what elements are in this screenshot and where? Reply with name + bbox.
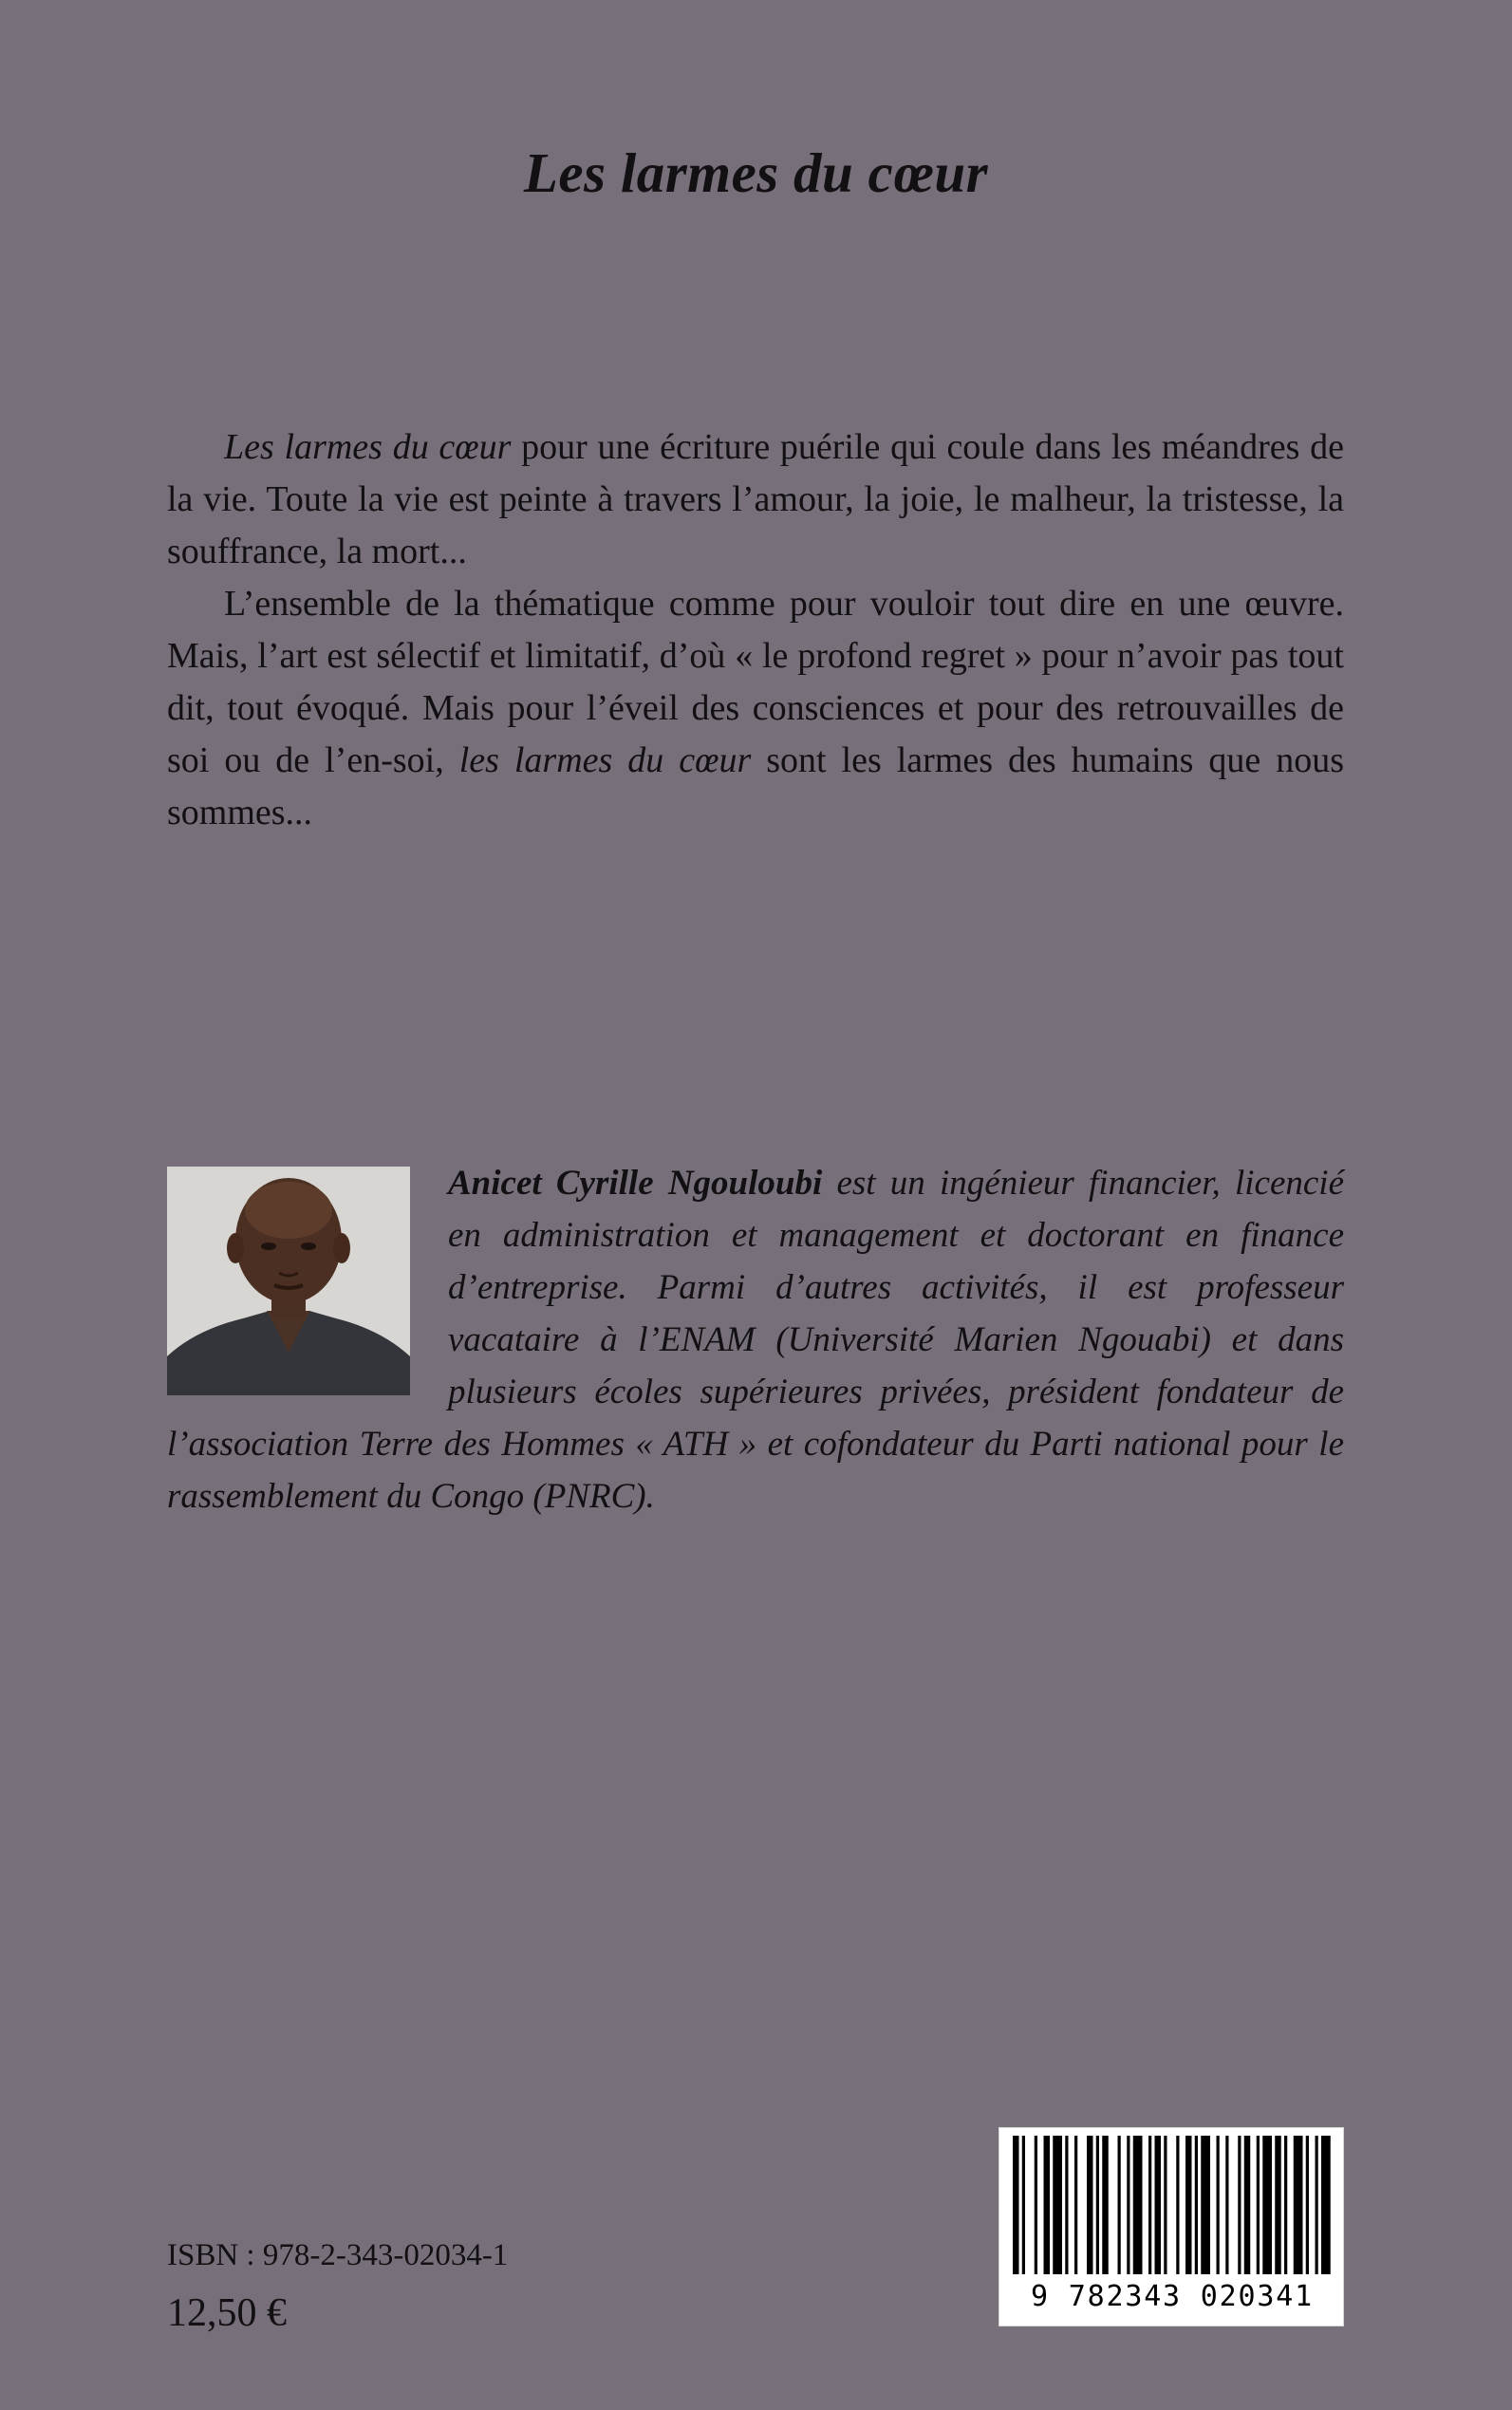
blurb-book-title: Les larmes du cœur (224, 427, 512, 467)
back-cover-blurb (167, 421, 1344, 839)
barcode-bar (1244, 2136, 1251, 2274)
barcode-bar (1201, 2136, 1210, 2274)
author-bio-text: est un ingénieur financier, licencié en administration et management et doctorant en finance d’entreprise. Parmi d’autres activités, il est professeur vacataire à l’ENAM (Université Marien Ngouabi) et dans plusieurs écoles supérieures privées, président fondateur de l’association Terre des Hommes « ATH » et cofondateur du Parti national pour le rassemblement du Congo (PNRC). (167, 1164, 1344, 1516)
barcode-bar (1035, 2136, 1037, 2274)
barcode-bar (1306, 2136, 1309, 2274)
barcode-bar (1133, 2136, 1143, 2274)
barcode (999, 2127, 1344, 2326)
barcode-bar (1176, 2136, 1179, 2274)
barcode-bar (1102, 2136, 1109, 2274)
isbn: ISBN : 978-2-343-02034-1 (167, 2238, 509, 2272)
author-bio (167, 1157, 1344, 1523)
barcode-bar (1294, 2136, 1303, 2274)
blurb-text: sont les larmes des humains que nous sommes... (167, 740, 1344, 832)
blurb-text: pour une écriture puérile qui coule dans les méandres de la vie. Toute la vie est peinte à travers l’amour, la joie, le malheur, la tristesse, la souffrance, la mort... (167, 427, 1344, 571)
barcode-bar (1087, 2136, 1093, 2274)
barcode-bar (1118, 2136, 1121, 2274)
blurb-paragraph-2 (167, 578, 1344, 839)
barcode-bar (1195, 2136, 1198, 2274)
barcode-bar (1262, 2136, 1272, 2274)
barcode-bar (1013, 2136, 1019, 2274)
barcode-bar (1225, 2136, 1228, 2274)
blurb-text: L’ensemble de la thématique comme pour vouloir tout dire en une œuvre. Mais, l’art est sélectif et limitatif, d’où « le profond regret » pour n’avoir pas tout dit, tout évoqué. Mais pour l’éveil des consciences et pour des retrouvailles de soi ou de l’en-soi, (167, 584, 1344, 780)
price: 12,50 € (167, 2291, 287, 2335)
author-name: Anicet Cyrille Ngouloubi (448, 1164, 823, 1203)
barcode-bar (1185, 2136, 1192, 2274)
barcode-bar (1164, 2136, 1167, 2274)
barcode-bar (1148, 2136, 1151, 2274)
barcode-bar (1022, 2136, 1025, 2274)
barcode-digits: 9 782343 020341 (1031, 2280, 1314, 2313)
barcode-bar (1096, 2136, 1099, 2274)
photo-spacer (167, 1157, 448, 1418)
barcode-bar (1217, 2136, 1220, 2274)
barcode-bar (1065, 2136, 1068, 2274)
barcode-bar (1316, 2136, 1318, 2274)
barcode-bar (1238, 2136, 1241, 2274)
barcode-bar (1127, 2136, 1129, 2274)
barcode-bars (999, 2128, 1345, 2280)
barcode-bar (1275, 2136, 1281, 2274)
blurb-book-title: les larmes du cœur (458, 740, 752, 780)
barcode-bar (1257, 2136, 1260, 2274)
blurb-paragraph-1 (167, 421, 1344, 578)
barcode-bar (1284, 2136, 1287, 2274)
barcode-bar (1044, 2136, 1051, 2274)
barcode-bar (1321, 2136, 1331, 2274)
barcode-bar (1053, 2136, 1062, 2274)
barcode-bar (1155, 2136, 1162, 2274)
book-title: Les larmes du cœur (523, 141, 989, 204)
barcode-bar (1074, 2136, 1077, 2274)
